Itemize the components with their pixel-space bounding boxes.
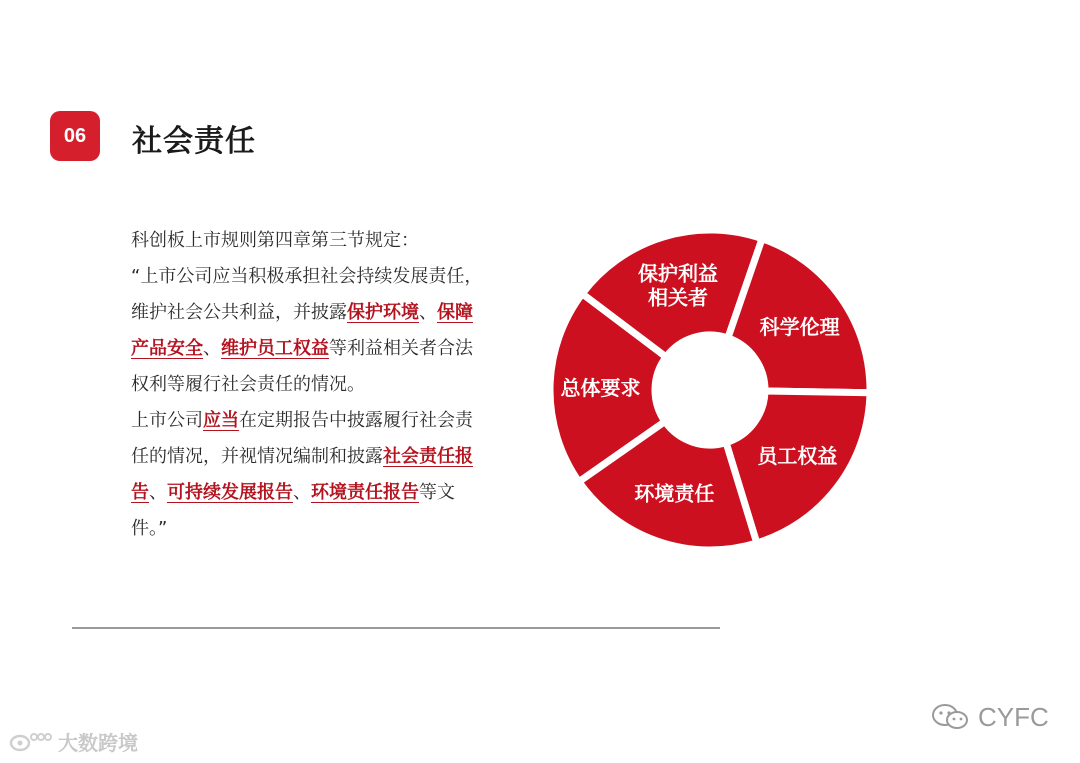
highlight-environment-report: 环境责任报告 <box>311 482 419 503</box>
body-text <box>131 223 483 547</box>
weibo-logo-icon <box>8 729 52 753</box>
separator: 、 <box>149 482 167 503</box>
separator: 、 <box>419 302 437 323</box>
wechat-icon <box>930 702 970 732</box>
watermark-left <box>8 727 138 755</box>
page-title: 社会责任 <box>132 124 256 159</box>
separator: 、 <box>293 482 311 503</box>
segment-label: 环境责任 <box>634 481 715 506</box>
highlight-csr-report: 社会责任报告 <box>131 446 473 503</box>
watermark-right <box>930 700 1049 734</box>
segment-label: 相关者 <box>647 285 708 310</box>
segment-label: 总体要求 <box>560 376 641 401</box>
divider-line <box>72 627 720 629</box>
watermark-left-text: 大数跨境 <box>58 730 138 755</box>
segment-label: 员工权益 <box>757 443 838 468</box>
csr-donut-diagram <box>545 225 875 555</box>
section-number-badge <box>50 111 100 161</box>
separator: 、 <box>203 338 221 359</box>
segment-label: 保护利益 <box>637 261 718 286</box>
para2-text-1: 上市公司 <box>131 410 203 431</box>
highlight-sustainability-report: 可持续发展报告 <box>167 482 293 503</box>
paragraph-1 <box>131 259 483 403</box>
section-number: 06 <box>63 124 87 147</box>
para2-text-3: 等文件。” <box>131 482 455 539</box>
highlight-should: 应当 <box>203 410 239 431</box>
para2-text-2: 在定期报告中披露履行社会责任的情况，并视情况编制和披露 <box>131 410 473 467</box>
watermark-right-text: CYFC <box>978 701 1049 732</box>
segment-label: 科学伦理 <box>759 315 840 340</box>
para1-text-2: 等利益相关者合法权利等履行社会责任的情况。 <box>131 338 473 395</box>
intro-line: 科创板上市规则第四章第三节规定： <box>131 230 419 251</box>
highlight-employee-rights: 维护员工权益 <box>221 338 329 359</box>
highlight-product-safety: 保障产品安全 <box>131 302 473 359</box>
highlight-protect-environment: 保护环境 <box>347 302 419 323</box>
paragraph-2 <box>131 403 483 547</box>
para1-text-1: “上市公司应当积极承担社会持续发展责任，维护社会公共利益，并披露 <box>131 266 483 323</box>
